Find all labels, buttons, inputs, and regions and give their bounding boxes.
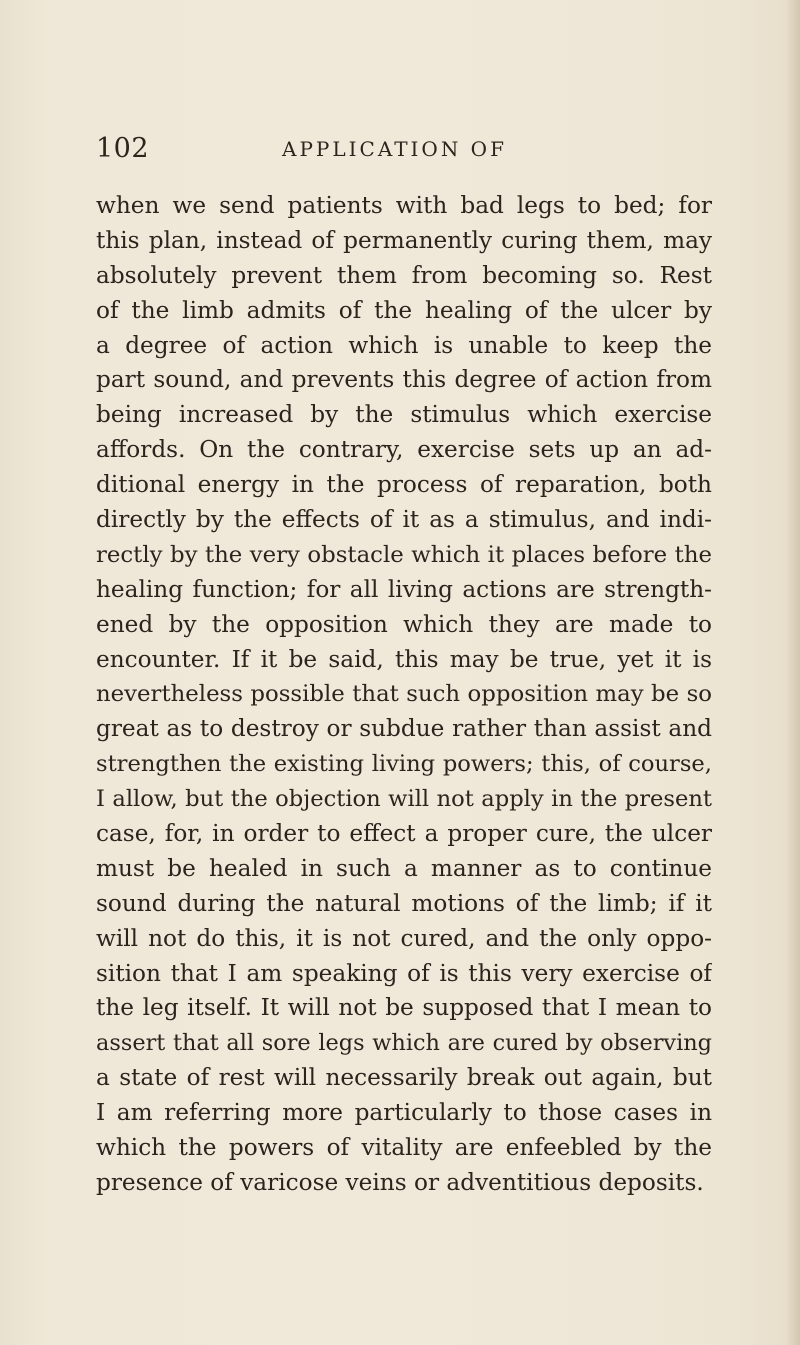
text-line: strengthen the existing living powers; this, of course, xyxy=(96,751,712,778)
text-line: presence of varicose veins or adventitious deposits. xyxy=(96,1168,704,1196)
text-line: which the powers of vitality are enfeebled by the xyxy=(96,1134,712,1162)
text-line: must be healed in such a manner as to continue xyxy=(96,854,712,882)
text-line: of the limb admits of the healing of the ulcer by xyxy=(96,296,712,324)
text-line: ened by the opposition which they are made to xyxy=(96,610,712,638)
text-line: rectly by the very obstacle which it places before the xyxy=(96,541,712,568)
text-line: directly by the effects of it as a stimulus, and indi- xyxy=(96,506,712,534)
page-edge-shadow xyxy=(786,0,800,1345)
running-head: APPLICATION OF xyxy=(282,137,507,161)
text-line: will not do this, it is not cured, and the only oppo- xyxy=(96,924,712,952)
text-line: the leg itself. It will not be supposed that I mean to xyxy=(96,994,712,1022)
text-line: great as to destroy or subdue rather than assist and xyxy=(96,715,712,743)
text-line: I am referring more particularly to those cases in xyxy=(96,1099,712,1127)
text-line: ditional energy in the process of reparation, both xyxy=(96,471,712,499)
text-line: when we send patients with bad legs to bed; for xyxy=(96,192,712,219)
text-line: encounter. If it be said, this may be true, yet it is xyxy=(96,645,712,673)
text-line: part sound, and prevents this degree of action from xyxy=(96,366,712,394)
text-line: healing function; for all living actions are strength- xyxy=(96,575,712,603)
text-line: being increased by the stimulus which exercise xyxy=(96,401,712,429)
page-header xyxy=(0,133,800,173)
text-line: affords. On the contrary, exercise sets up an ad- xyxy=(96,436,712,464)
text-line: sound during the natural motions of the limb; if it xyxy=(96,889,712,917)
text-line: nevertheless possible that such opposition may be so xyxy=(96,681,712,708)
text-line: sition that I am speaking of is this very exercise of xyxy=(96,959,712,987)
text-line: absolutely prevent them from becoming so. Rest xyxy=(96,261,712,289)
page-number: 102 xyxy=(96,133,150,164)
text-line: I allow, but the objection will not apply in the present xyxy=(96,786,712,813)
text-line: case, for, in order to effect a proper cure, the ulcer xyxy=(96,820,712,848)
text-line: a degree of action which is unable to keep the xyxy=(96,331,712,359)
text-line: this plan, instead of permanently curing them, may xyxy=(96,226,712,254)
text-line: a state of rest will necessarily break out again, but xyxy=(96,1064,712,1092)
body-text xyxy=(96,189,712,1201)
text-line: assert that all sore legs which are cured by observing xyxy=(96,1030,712,1057)
